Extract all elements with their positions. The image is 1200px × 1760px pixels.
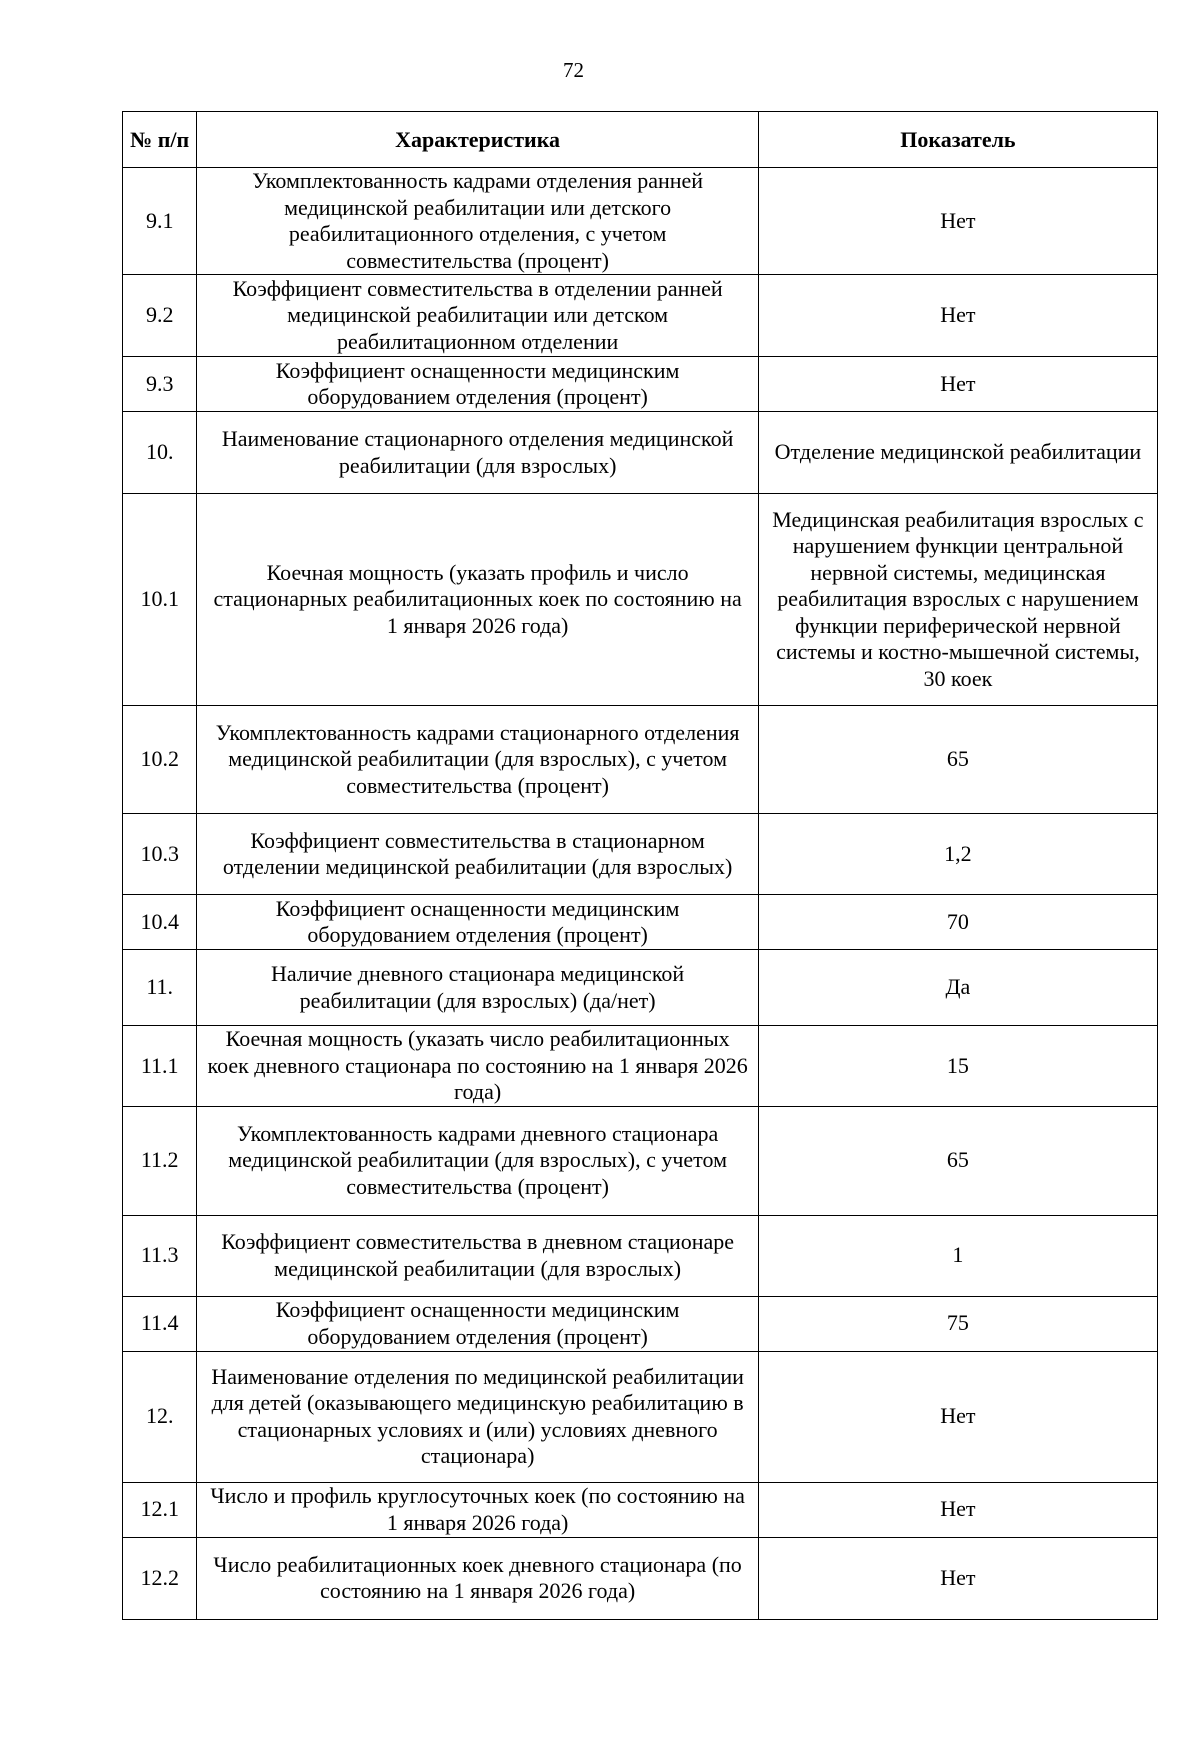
row-num: 12. <box>123 1351 197 1482</box>
row-indicator: 75 <box>758 1296 1157 1351</box>
row-characteristic: Укомплектованность кадрами отделения ранней медицинской реабилитации или детского реабилитационного отделения, с учетом совместительства (процент) <box>197 168 758 275</box>
row-characteristic: Коэффициент совместительства в стационарном отделении медицинской реабилитации (для взрослых) <box>197 814 758 895</box>
row-num: 12.2 <box>123 1537 197 1619</box>
table-row <box>123 1106 1158 1215</box>
table-row <box>123 1537 1158 1619</box>
row-indicator: Отделение медицинской реабилитации <box>758 412 1157 494</box>
row-indicator: 1 <box>758 1215 1157 1296</box>
table-row <box>123 895 1158 950</box>
row-indicator: Нет <box>758 1482 1157 1537</box>
row-characteristic: Наименование стационарного отделения медицинской реабилитации (для взрослых) <box>197 412 758 494</box>
row-indicator: Да <box>758 950 1157 1026</box>
row-num: 12.1 <box>123 1482 197 1537</box>
row-num: 11.4 <box>123 1296 197 1351</box>
row-characteristic: Наименование отделения по медицинской реабилитации для детей (оказывающего медицинскую реабилитацию в стационарных условиях и (или) условиях дневного стационара) <box>197 1351 758 1482</box>
row-characteristic: Коечная мощность (указать число реабилитационных коек дневного стационара по состоянию на 1 января 2026 года) <box>197 1026 758 1107</box>
table-row <box>123 1215 1158 1296</box>
table-row <box>123 357 1158 412</box>
row-characteristic: Укомплектованность кадрами дневного стационара медицинской реабилитации (для взрослых), с учетом совместительства (процент) <box>197 1106 758 1215</box>
table-row <box>123 1482 1158 1537</box>
row-characteristic: Число и профиль круглосуточных коек (по состоянию на 1 января 2026 года) <box>197 1482 758 1537</box>
characteristics-table <box>122 111 1158 1620</box>
row-indicator: Нет <box>758 1537 1157 1619</box>
table-row <box>123 950 1158 1026</box>
row-indicator: Нет <box>758 168 1157 275</box>
table-row <box>123 706 1158 814</box>
row-num: 10.2 <box>123 706 197 814</box>
row-num: 11.2 <box>123 1106 197 1215</box>
table-row <box>123 814 1158 895</box>
row-indicator: Медицинская реабилитация взрослых с нарушением функции центральной нервной системы, медицинская реабилитация взрослых с нарушением функции периферической нервной системы и костно-мышечной системы, 30 коек <box>758 494 1157 706</box>
row-indicator: Нет <box>758 275 1157 357</box>
table-row <box>123 275 1158 357</box>
row-num: 11.1 <box>123 1026 197 1107</box>
table-row <box>123 168 1158 275</box>
header-num: № п/п <box>123 112 197 168</box>
row-num: 11. <box>123 950 197 1026</box>
row-characteristic: Коэффициент оснащенности медицинским оборудованием отделения (процент) <box>197 357 758 412</box>
row-indicator: 1,2 <box>758 814 1157 895</box>
row-num: 9.2 <box>123 275 197 357</box>
row-num: 10.4 <box>123 895 197 950</box>
row-characteristic: Коэффициент совместительства в отделении ранней медицинской реабилитации или детском реабилитационном отделении <box>197 275 758 357</box>
table-row <box>123 1351 1158 1482</box>
row-num: 11.3 <box>123 1215 197 1296</box>
table-row <box>123 1296 1158 1351</box>
row-characteristic: Коэффициент совместительства в дневном стационаре медицинской реабилитации (для взрослых) <box>197 1215 758 1296</box>
row-characteristic: Коэффициент оснащенности медицинским оборудованием отделения (процент) <box>197 895 758 950</box>
row-indicator: 15 <box>758 1026 1157 1107</box>
page-number: 72 <box>563 58 584 82</box>
row-indicator: 70 <box>758 895 1157 950</box>
row-characteristic: Укомплектованность кадрами стационарного отделения медицинской реабилитации (для взрослых), с учетом совместительства (процент) <box>197 706 758 814</box>
table-row <box>123 494 1158 706</box>
header-characteristic: Характеристика <box>197 112 758 168</box>
row-characteristic: Число реабилитационных коек дневного стационара (по состоянию на 1 января 2026 года) <box>197 1537 758 1619</box>
row-indicator: 65 <box>758 1106 1157 1215</box>
header-indicator: Показатель <box>758 112 1157 168</box>
row-indicator: 65 <box>758 706 1157 814</box>
row-num: 10.1 <box>123 494 197 706</box>
row-characteristic: Коечная мощность (указать профиль и число стационарных реабилитационных коек по состоянию на 1 января 2026 года) <box>197 494 758 706</box>
row-num: 10. <box>123 412 197 494</box>
table-row <box>123 412 1158 494</box>
row-indicator: Нет <box>758 357 1157 412</box>
table-row <box>123 1026 1158 1107</box>
row-characteristic: Наличие дневного стационара медицинской реабилитации (для взрослых) (да/нет) <box>197 950 758 1026</box>
row-num: 10.3 <box>123 814 197 895</box>
row-characteristic: Коэффициент оснащенности медицинским оборудованием отделения (процент) <box>197 1296 758 1351</box>
row-num: 9.3 <box>123 357 197 412</box>
row-indicator: Нет <box>758 1351 1157 1482</box>
table-header-row <box>123 112 1158 168</box>
row-num: 9.1 <box>123 168 197 275</box>
